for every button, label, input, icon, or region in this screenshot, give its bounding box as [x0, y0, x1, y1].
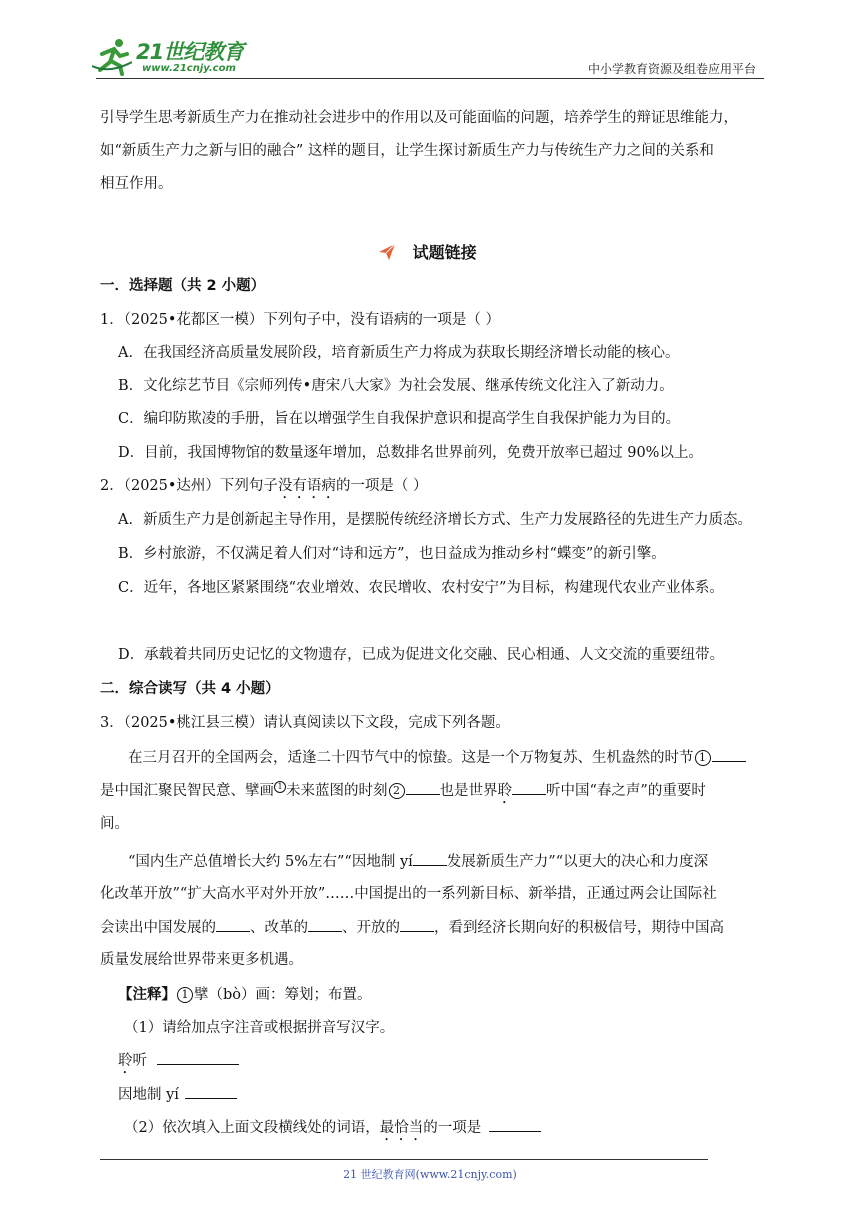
fill-blank: [413, 851, 447, 866]
q1-stem: 1．（2025•花都区一模）下列句子中，没有语病的一项是（ ）: [100, 312, 501, 328]
paper-plane-icon: [378, 243, 396, 261]
intro-line-1: 引导学生思考新质生产力在推动社会进步中的作用以及可能面临的问题，培养学生的辩证思维能力，: [100, 110, 738, 126]
footer-source[interactable]: 21 世纪教育网(www.21cnjy.com): [343, 1168, 517, 1181]
fill-blank: [512, 780, 546, 795]
q2-option-b: B．乡村旅游，不仅满足着人们对“诗和远方”，也日益成为推动乡村“蝶变”的新引擎。: [118, 546, 666, 562]
fill-blank: [712, 747, 746, 762]
answer-field[interactable]: [489, 1117, 541, 1132]
q3-sub1: （1）请给加点字注音或根据拼音写汉字。: [124, 1020, 395, 1036]
header-rule: [96, 78, 764, 79]
q3-para2-line2: 化改革开放”“扩大高水平对外开放”……中国提出的一系列新目标、新举措，正通过两会让国际社: [100, 886, 717, 902]
q3-para2-line4: 质量发展给世界带来更多机遇。: [100, 952, 303, 968]
q3-para2-line3: 会读出中国发展的 、改革的 、开放的 ，看到经济长期向好的积极信号，期待中国高: [100, 917, 760, 938]
q2-option-c: C．近年，各地区紧紧围绕“农业增效、农民增收、农村安宁”为目标，构建现代农业产业体系。: [118, 580, 724, 596]
fill-blank: [406, 780, 440, 795]
logo-url: www.21cnjy.com: [142, 63, 236, 74]
q3-stem: 3．（2025•桃江县三模）请认真阅读以下文段，完成下列各题。: [100, 715, 510, 731]
section-title: 试题链接: [412, 243, 477, 262]
q2-option-a: A．新质生产力是创新起主导作用，是摆脱传统经济增长方式、生产力发展路径的先进生产力质态。: [118, 512, 752, 528]
q3-sub2: （2）依次填入上面文段横线处的词语，最恰当的一项是: [124, 1117, 760, 1144]
part2-title: 二．综合读写（共 4 小题）: [100, 681, 280, 697]
intro-line-2: 如“新质生产力之新与旧的融合” 这样的题目，让学生探讨新质生产力与传统生产力之间的关系和: [100, 143, 714, 159]
intro-line-3: 相互作用。: [100, 176, 173, 192]
q3-para2-line1: “国内生产总值增长大约 5%左右”“因地制 yí 发展新质生产力”“以更大的决心和力度深: [128, 851, 760, 872]
circled-number: 2: [389, 783, 405, 799]
q1-option-a: A．在我国经济高质量发展阶段，培育新质生产力将成为获取长期经济增长动能的核心。: [118, 345, 680, 361]
platform-name: 中小学教育资源及组卷应用平台: [587, 62, 756, 76]
fill-blank: [216, 917, 250, 932]
q2-stem: 2．（2025•达州）下列句子没有语病的一项是（ ）: [100, 478, 428, 494]
runner-logo-icon: [92, 36, 132, 76]
q3-para1-line1: 在三月召开的全国两会，适逢二十四节气中的惊蛰。这是一个万物复苏、生机盎然的时节 1: [128, 747, 760, 768]
fill-blank: [400, 917, 434, 932]
q3-sub1-b: 因地制 yí: [118, 1084, 760, 1105]
q3-note: 【注释】 1 擘（bò）画：筹划；布置。: [118, 987, 372, 1003]
answer-field[interactable]: [185, 1084, 237, 1099]
circled-number: 1: [695, 750, 711, 766]
note-marker: 1: [274, 781, 286, 793]
emphasis-text: 没有语病: [277, 478, 336, 494]
part1-title: 一．选择题（共 2 小题）: [100, 278, 266, 294]
footer-rule: [100, 1159, 708, 1160]
answer-field[interactable]: [157, 1050, 239, 1065]
q3-para1-line2: 是中国汇聚民智民意、擘画 1 未来蓝图的时刻 2 也是世界聆 听中国“春之声”的重要时: [100, 782, 706, 799]
q1-option-d: D．目前，我国博物馆的数量逐年增加，总数排名世界前列，免费开放率已超过 90%以上。: [118, 445, 703, 461]
q1-option-c: C．编印防欺凌的手册，旨在以增强学生自我保护意识和提高学生自我保护能力为目的。: [118, 411, 681, 427]
site-logo: [92, 34, 262, 78]
section-heading: [378, 240, 477, 263]
logo-title: 21世纪教育: [136, 40, 244, 64]
circled-number: 1: [177, 987, 193, 1003]
q2-option-d: D．承载着共同历史记忆的文物遗存，已成为促进文化交融、民心相通、人文交流的重要纽带。: [118, 647, 725, 663]
fill-blank: [308, 917, 342, 932]
q3-para1-line3: 间。: [100, 816, 129, 832]
q3-sub1-a: 聆听: [118, 1050, 760, 1077]
q1-option-b: B．文化综艺节目《宗师列传•唐宋八大家》为社会发展、继承传统文化注入了新动力。: [118, 378, 674, 394]
